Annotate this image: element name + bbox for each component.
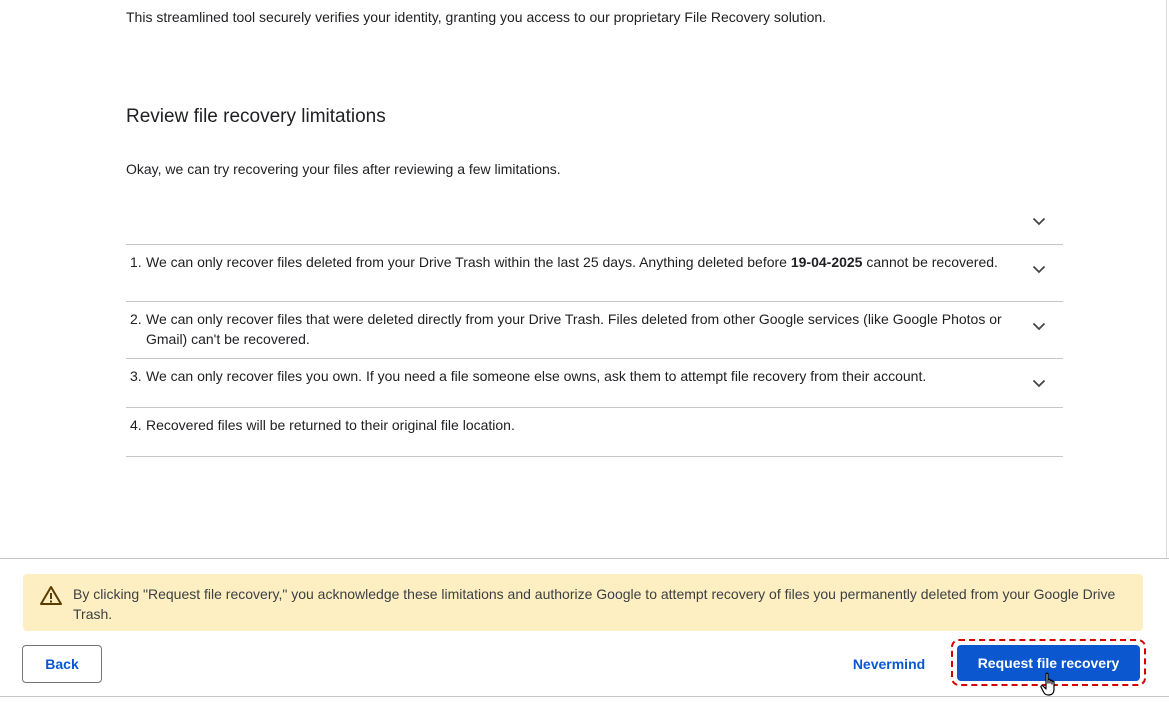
back-button[interactable]: Back [22,645,102,683]
hand-pointer-cursor-icon [1040,672,1060,698]
limitation-number: 4. [130,417,142,433]
limitation-text [130,252,1017,272]
limitation-text-part: cannot be recovered. [862,254,998,270]
warning-triangle-icon [39,584,63,608]
warning-text: By clicking "Request file recovery," you acknowledge these limitations and authorize Google to attempt recovery of files you permanently deleted from your Google Drive Trash. [73,586,1116,622]
limitations-accordion [126,197,1063,457]
intro-text: This streamlined tool securely verifies your identity, granting you access to our proprietary File Recovery solution. [126,9,827,25]
limitation-item-2[interactable] [126,302,1063,359]
limitation-number: 2. [130,311,142,327]
limitation-text: Recovered files will be returned to their original file location. [146,417,515,433]
chevron-down-icon[interactable] [1031,261,1047,277]
limitation-item-4 [126,408,1063,457]
chevron-down-icon[interactable] [1031,213,1047,229]
acknowledgement-warning [23,574,1143,631]
limitation-number: 3. [130,368,142,384]
page-heading: Review file recovery limitations [126,106,386,127]
nevermind-button[interactable]: Nevermind [852,656,926,672]
footer-divider [0,696,1169,697]
limitation-item-1[interactable] [126,245,1063,302]
limitation-text-part: We can only recover files deleted from your Drive Trash within the last 25 days. Anything deleted before [146,254,791,270]
request-file-recovery-button[interactable]: Request file recovery [957,645,1140,681]
limitation-text: We can only recover files that were deleted directly from your Drive Trash. Files deleted from other Google services (like Google Photos or Gmail) can't be recovered. [146,311,1002,347]
limitation-text: We can only recover files you own. If you need a file someone else owns, ask them to attempt file recovery from their account. [146,368,927,384]
cutoff-date: 19-04-2025 [790,254,863,270]
chevron-down-icon[interactable] [1031,318,1047,334]
limitation-number: 1. [130,254,142,270]
chevron-down-icon[interactable] [1031,375,1047,391]
limitation-item-3[interactable] [126,359,1063,408]
limitations-subtext: Okay, we can try recovering your files after reviewing a few limitations. [126,161,561,177]
accordion-expand-all-row[interactable] [126,197,1063,245]
